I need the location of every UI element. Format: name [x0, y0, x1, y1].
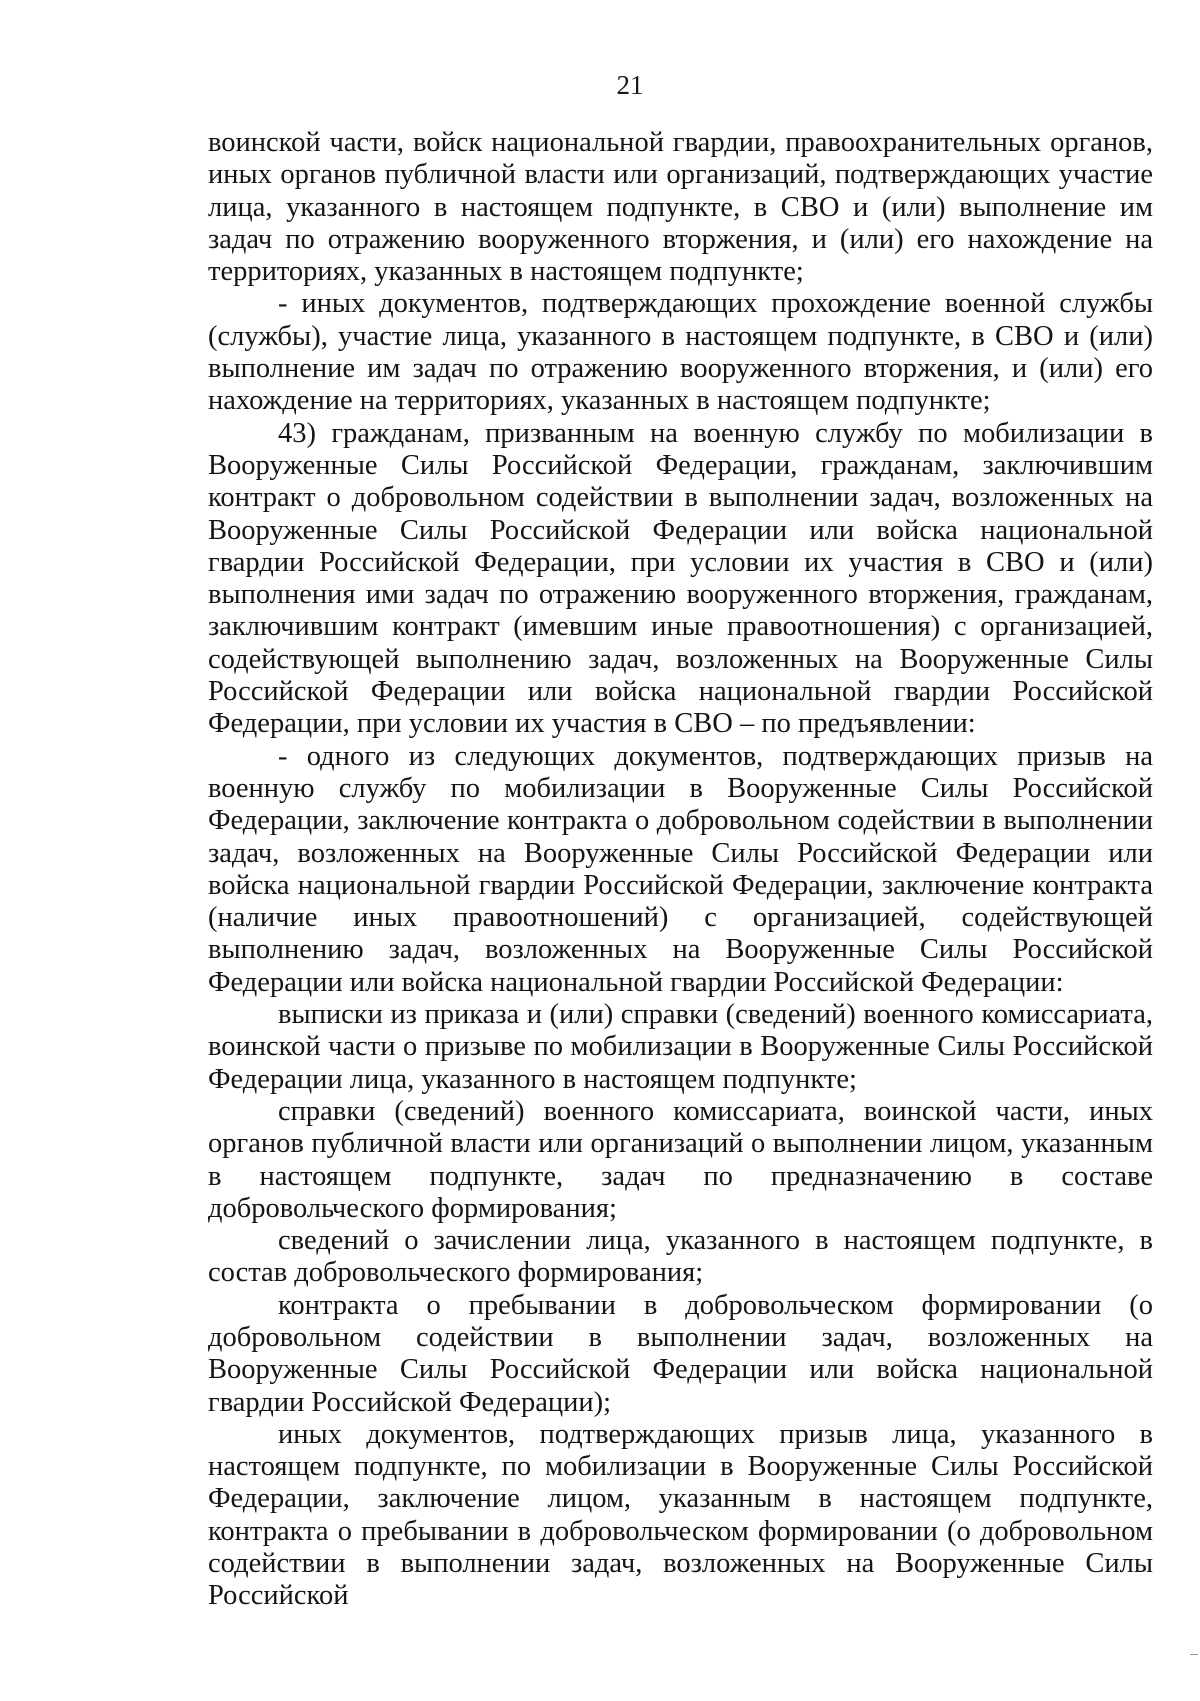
paragraph-one-of-documents: - одного из следующих документов, подтверждающих призыв на военную службу по мобилизации в Вооруженные Силы Российской Федерации, заключение контракта о добровольном содействии в выполнении задач, возложенных на Вооруженные Силы Российской Федерации или войска национальной гвардии Российской Федерации, заключение контракта (наличие иных правоотношений) с организацией, содействующей выполнению задач, возложенных на Вооруженные Силы Российской Федерации или войска национальной гвардии Российской Федерации: [208, 740, 1153, 998]
paragraph-continuation: воинской части, войск национальной гвардии, правоохранительных органов, иных органов публичной власти или организаций, подтверждающих участие лица, указанного в настоящем подпункте, в СВО и (или) выполнение им задач по отражению вооруженного вторжения, и (или) его нахождение на территориях, указанных в настоящем подпункте; [208, 127, 1153, 288]
paragraph-other-confirming-documents: иных документов, подтверждающих призыв лица, указанного в настоящем подпункте, по мобилизации в Вооруженные Силы Российской Федерации, заключение лицом, указанным в настоящем подпункте, контракта о пребывании в добровольческом формировании (о добровольном содействии в выполнении задач, возложенных на Вооруженные Силы Российской [208, 1418, 1153, 1612]
document-body [208, 127, 1153, 1613]
paragraph-item-43: 43) гражданам, призванным на военную службу по мобилизации в Вооруженные Силы Российской Федерации, гражданам, заключившим контракт о добровольном содействии в выполнении задач, возложенных на Вооруженные Силы Российской Федерации или войска национальной гвардии Российской Федерации, при условии их участия в СВО и (или) выполнения ими задач по отражению вооруженного вторжения, гражданам, заключившим контракт (имевшим иные правоотношения) с организацией, содействующей выполнению задач, возложенных на Вооруженные Силы Российской Федерации или войска национальной гвардии Российской Федерации, при условии их участия в СВО – по предъявлении: [208, 417, 1153, 740]
paragraph-contract: контракта о пребывании в добровольческом формировании (о добровольном содействии в выполнении задач, возложенных на Вооруженные Силы Российской Федерации или войска национальной гвардии Российской Федерации); [208, 1289, 1153, 1418]
scan-artifact [1190, 1654, 1198, 1655]
paragraph-other-documents: - иных документов, подтверждающих прохождение военной службы (службы), участие лица, указанного в настоящем подпункте, в СВО и (или) выполнение им задач по отражению вооруженного вторжения, и (или) его нахождение на территориях, указанных в настоящем подпункте; [208, 288, 1153, 417]
paragraph-certificate: справки (сведений) военного комиссариата, воинской части, иных органов публичной власти или организаций о выполнении лицом, указанным в настоящем подпункте, задач по предназначению в составе добровольческого формирования; [208, 1095, 1153, 1224]
paragraph-enrollment-info: сведений о зачислении лица, указанного в настоящем подпункте, в состав добровольческого формирования; [208, 1225, 1153, 1289]
paragraph-order-extract: выписки из приказа и (или) справки (сведений) военного комиссариата, воинской части о призыве по мобилизации в Вооруженные Силы Российской Федерации лица, указанного в настоящем подпункте; [208, 999, 1153, 1095]
page-number: 21 [616, 70, 644, 100]
